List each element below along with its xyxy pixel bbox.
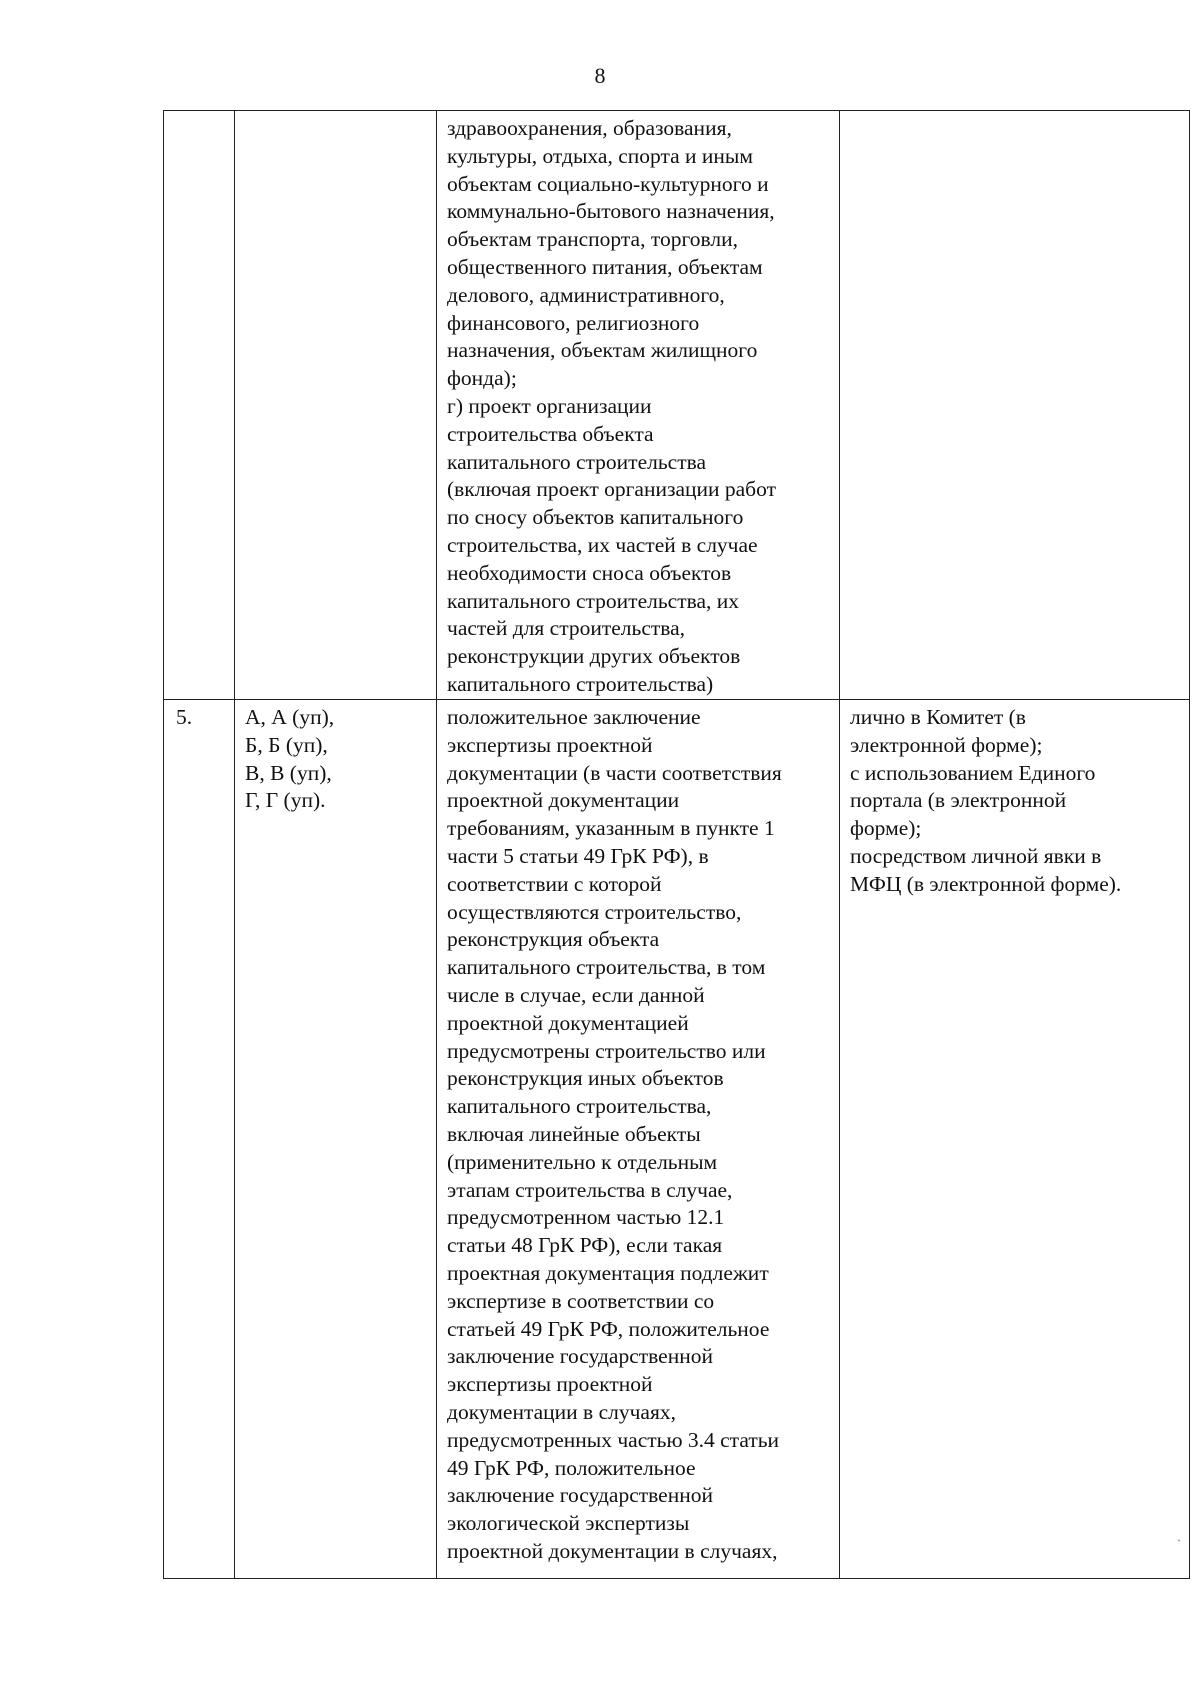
row-number-cell: 5. [164, 700, 235, 1579]
table-row [164, 111, 1190, 700]
applicant-codes-cell: А, А (уп), Б, Б (уп), В, В (уп), Г, Г (уп). [235, 700, 437, 1579]
applicant-codes-cell [235, 111, 437, 700]
page-number: 8 [594, 63, 606, 88]
document-description-cell: положительное заключение экспертизы проектной документации (в части соответствия проектной документации требованиям, указанным в пункте 1 части 5 статьи 49 ГрК РФ), в соответствии с которой осуществляются строительство, реконструкция объекта капитального строительства, в том числе в случае, если данной проектной документацией предусмотрены строительство или реконструкция иных объектов капитального строительства, включая линейные объекты (применительно к отдельным этапам строительства в случае, предусмотренном частью 12.1 статьи 48 ГрК РФ), если такая проектная документация подлежит экспертизе в соответствии со статьей 49 ГрК РФ, положительное заключение государственной экспертизы проектной документации в случаях, предусмотренных частью 3.4 статьи 49 ГрК РФ, положительное заключение государственной экологической экспертизы проектной документации в случаях, [437, 700, 840, 1579]
row-number-cell [164, 111, 235, 700]
document-description-cell: здравоохранения, образования, культуры, отдыха, спорта и иным объектам социально-культурного и коммунально-бытового назначения, объектам транспорта, торговли, общественного питания, объектам делового, административного, финансового, религиозного назначения, объектам жилищного фонда); г) проект организации строительства объекта капитального строительства (включая проект организации работ по сносу объектов капитального строительства, их частей в случае необходимости сноса объектов капитального строительства, их частей для строительства, реконструкции других объектов капитального строительства) [437, 111, 840, 700]
document-table [163, 110, 1190, 1579]
scan-mark: ˏ [1177, 1528, 1181, 1542]
submission-method-cell: лично в Комитет (в электронной форме); с использованием Единого портала (в электронной форме); посредством личной явки в МФЦ (в электронной форме). [840, 700, 1190, 1579]
table-row [164, 700, 1190, 1579]
submission-method-cell [840, 111, 1190, 700]
